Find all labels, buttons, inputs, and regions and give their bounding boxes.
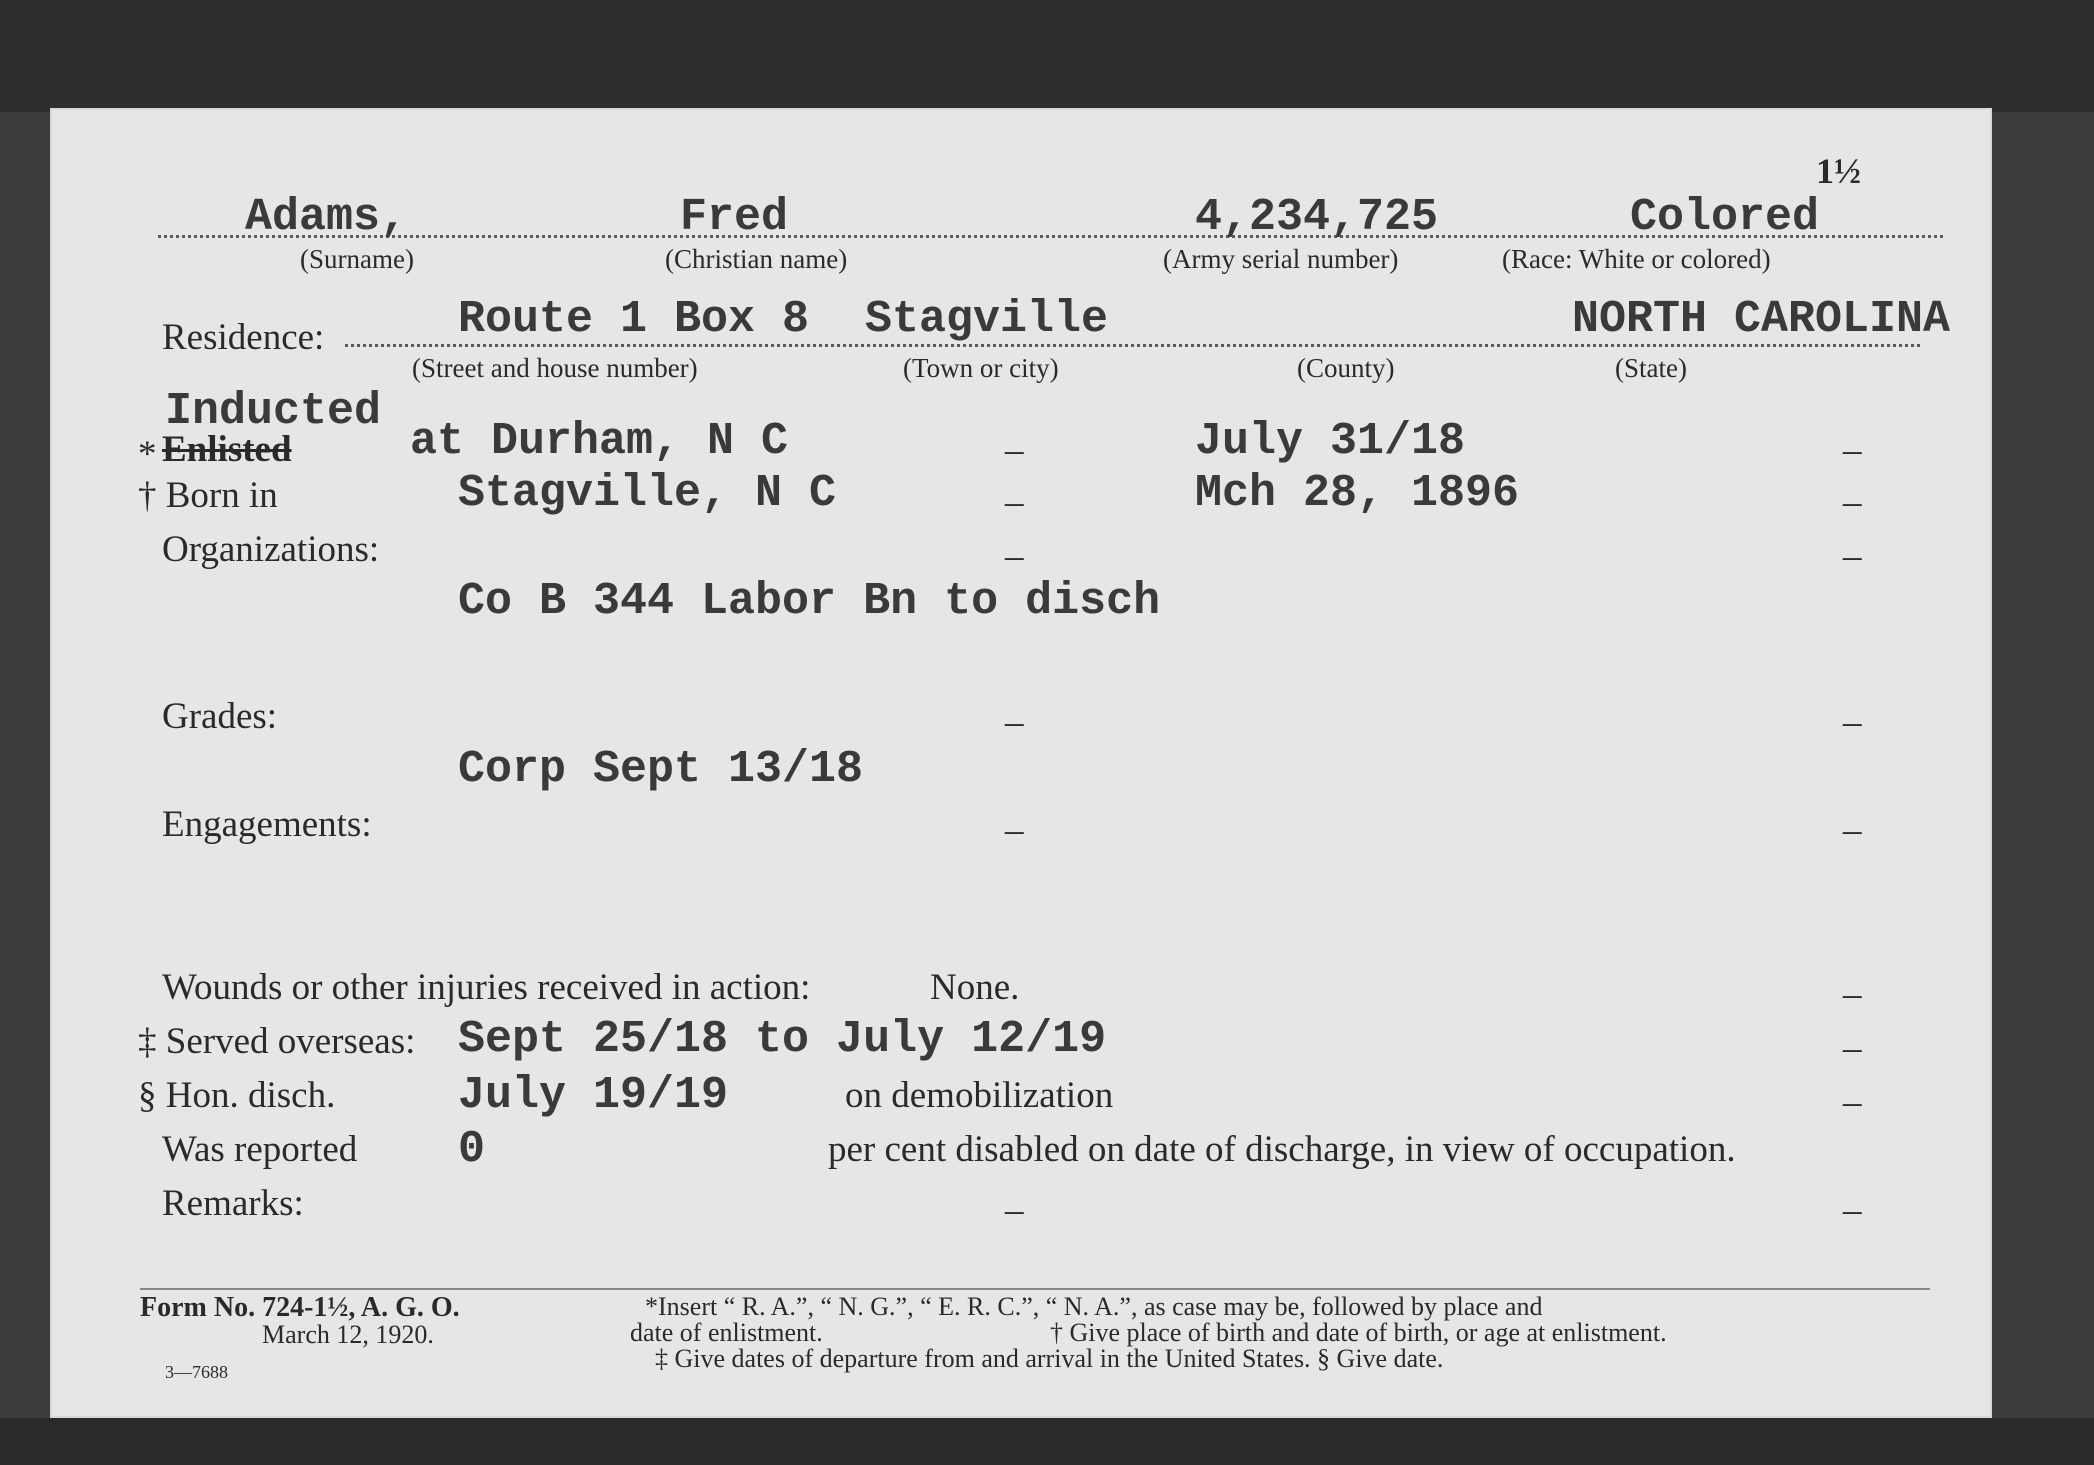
engagements-dash-mid: _ xyxy=(1005,797,1024,838)
discharge-date-value: July 19/19 xyxy=(458,1070,729,1121)
county-caption: (County) xyxy=(1297,353,1395,383)
footer-note-enlistment-cont: date of enlistment. xyxy=(630,1318,823,1347)
service-record-card xyxy=(50,108,1992,1418)
organizations-dash-mid: _ xyxy=(1005,523,1024,564)
remarks-label: Remarks: xyxy=(162,1183,304,1224)
remarks-dash-right: _ xyxy=(1843,1177,1862,1218)
race-caption: (Race: White or colored) xyxy=(1502,244,1771,274)
serial-number-caption: (Army serial number) xyxy=(1163,244,1399,274)
surname-value: Adams, xyxy=(245,192,408,243)
enlistment-dash-mid: _ xyxy=(1005,417,1024,458)
residence-street-value: Route 1 Box 8 xyxy=(458,294,810,345)
enlisted-asterisk: * xyxy=(138,434,157,475)
wounds-label: Wounds or other injuries received in action: xyxy=(162,967,811,1008)
footer-note-overseas: ‡ Give dates of departure from and arrival in the United States. § Give date. xyxy=(655,1344,1444,1373)
born-label: † Born in xyxy=(138,475,278,516)
print-number: 3—7688 xyxy=(165,1362,228,1382)
scan-background-bottom xyxy=(0,1418,2094,1465)
grades-dash-right: _ xyxy=(1843,689,1862,730)
grades-dash-mid: _ xyxy=(1005,689,1024,730)
footer-note-birth: † Give place of birth and date of birth, or age at enlistment. xyxy=(1050,1318,1667,1347)
wounds-dash-right: _ xyxy=(1843,961,1862,1002)
inducted-label-typed: Inducted xyxy=(165,386,382,437)
residence-label: Residence: xyxy=(162,317,325,358)
serial-number-value: 4,234,725 xyxy=(1195,192,1439,243)
organizations-label: Organizations: xyxy=(162,529,380,570)
born-dash-mid: _ xyxy=(1005,469,1024,510)
reported-text: per cent disabled on date of discharge, in view of occupation. xyxy=(828,1129,1736,1170)
organizations-dash-right: _ xyxy=(1843,523,1862,564)
scan-background-top xyxy=(0,0,2094,112)
engagements-dash-right: _ xyxy=(1843,797,1862,838)
discharge-reason: on demobilization xyxy=(845,1075,1114,1116)
surname-caption: (Surname) xyxy=(300,244,414,274)
discharge-label: § Hon. disch. xyxy=(138,1075,336,1116)
state-caption: (State) xyxy=(1615,353,1687,383)
form-date: March 12, 1920. xyxy=(262,1320,434,1349)
overseas-value: Sept 25/18 to July 12/19 xyxy=(458,1014,1107,1065)
form-mark: 1½ xyxy=(1816,151,1861,191)
town-caption: (Town or city) xyxy=(903,353,1059,383)
overseas-label: ‡ Served overseas: xyxy=(138,1021,416,1062)
grades-label: Grades: xyxy=(162,696,278,737)
wounds-value: None. xyxy=(930,967,1020,1008)
reported-label: Was reported xyxy=(162,1129,358,1170)
enlistment-place-value: at Durham, N C xyxy=(410,416,789,467)
form-number: Form No. 724-1½, A. G. O. xyxy=(140,1292,460,1323)
born-place-value: Stagville, N C xyxy=(458,468,837,519)
enlisted-label-struck: Enlisted xyxy=(162,429,292,470)
enlistment-dash-right: _ xyxy=(1843,417,1862,458)
footer-note-enlistment: *Insert “ R. A.”, “ N. G.”, “ E. R. C.”, “ N. A.”, as case may be, followed by place and xyxy=(645,1292,1543,1321)
race-value: Colored xyxy=(1630,192,1820,243)
street-caption: (Street and house number) xyxy=(412,353,698,383)
born-date-value: Mch 28, 1896 xyxy=(1195,468,1520,519)
born-dash-right: _ xyxy=(1843,469,1862,510)
engagements-label: Engagements: xyxy=(162,804,372,845)
residence-town-value: Stagville xyxy=(865,294,1109,345)
discharge-dash-right: _ xyxy=(1843,1069,1862,1110)
organizations-value: Co B 344 Labor Bn to disch xyxy=(458,576,1161,627)
overseas-dash-right: _ xyxy=(1843,1015,1862,1056)
christian-name-value: Fred xyxy=(680,192,789,243)
footer-rule xyxy=(140,1288,1930,1290)
grades-value: Corp Sept 13/18 xyxy=(458,744,864,795)
christian-name-caption: (Christian name) xyxy=(665,244,848,274)
remarks-dash-mid: _ xyxy=(1005,1177,1024,1218)
reported-value: 0 xyxy=(458,1124,486,1175)
residence-state-value: NORTH CAROLINA xyxy=(1572,294,1951,345)
enlistment-date-value: July 31/18 xyxy=(1195,416,1466,467)
